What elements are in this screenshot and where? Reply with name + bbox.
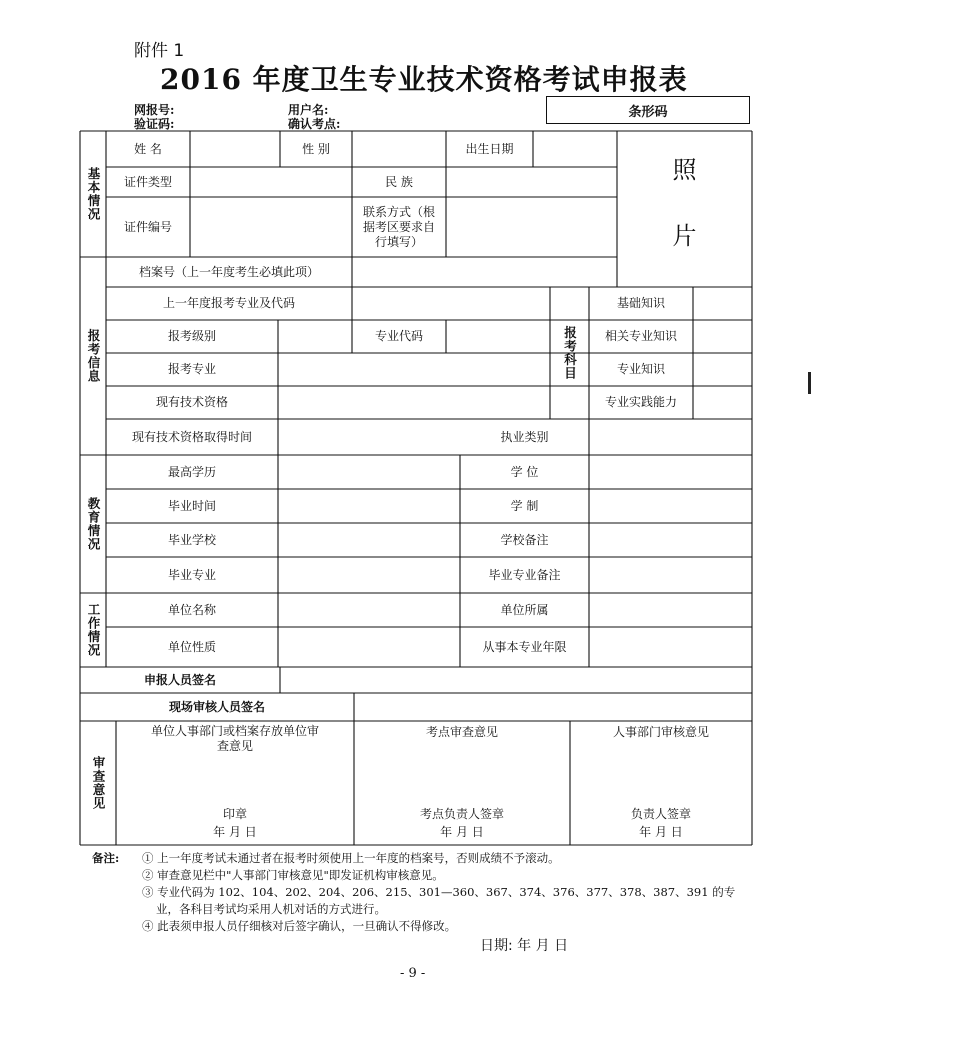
subject-basic: 基础知识 [616,296,665,310]
contact-label: 联系方式（根据考区要求自行填写） [362,204,435,249]
barcode-label: 条形码 [628,104,668,120]
id-number-label: 证件编号 [123,219,172,234]
section-basic: 基本情况 [86,167,101,221]
date-line: 日期: 年 月 日 [480,938,569,954]
major-code-label: 专业代码 [374,329,423,343]
note-item: ② 审查意见栏中"人事部门审核意见"即发证机构审核意见。 [142,868,444,882]
note-item: ④ 此表须申报人员仔细核对后签字确认，一旦确认不得修改。 [142,919,457,933]
photo-label-2: 片 [672,221,697,250]
notes-block [92,850,735,935]
section-subjects: 报考科目 [562,326,578,380]
review-hr-date: 年 月 日 [639,824,683,839]
wangbao-label: 网报号: [134,103,175,117]
note-item: ① 上一年度考试未通过者在报考时须使用上一年度的档案号，否则成绩不予滚动。 [142,851,560,865]
grad-major-label: 毕业专业 [167,567,216,582]
unit-location-label: 单位所属 [500,602,549,617]
grad-major-note-label: 毕业专业备注 [488,567,561,582]
major-label: 报考专业 [167,362,216,376]
unit-name-label: 单位名称 [167,602,216,617]
subject-professional: 专业知识 [616,362,665,376]
unit-nature-label: 单位性质 [167,639,216,654]
schooling-label: 学 制 [510,498,539,513]
review-site-sign: 考点负责人签章 [419,806,504,821]
section-exam: 报考信息 [86,329,101,383]
review-unit-title: 单位人事部门或档案存放单位审查意见 [150,724,319,753]
review-hr-sign: 负责人签章 [630,806,691,821]
name-field[interactable] [190,131,280,167]
grad-time-label: 毕业时间 [167,498,216,513]
current-qual-label: 现有技术资格 [155,395,228,409]
years-label: 从事本专业年限 [482,639,567,654]
note-item: ③ 专业代码为 102、104、202、204、206、215、301—360、367、374、376、377、378、387、391 的专 [142,885,736,899]
name-label: 姓 名 [134,141,162,156]
review-site-title: 考点审查意见 [425,724,498,739]
section-review: 审查意见 [91,756,106,810]
birth-field[interactable] [533,131,617,167]
review-site-date: 年 月 日 [440,824,484,839]
page-number: - 9 - [400,966,426,981]
level-label: 报考级别 [167,329,216,343]
note-item: 业，各科目考试均采用人机对话的方式进行。 [156,902,386,916]
ethnicity-label: 民 族 [385,174,413,189]
review-unit-sign: 印章 [222,806,247,821]
gender-field[interactable] [352,131,446,167]
practice-type-label: 执业类别 [500,429,549,444]
form-title: 2016 年度卫生专业技术资格考试申报表 [160,63,688,96]
scan-mark [808,372,811,394]
highest-edu-label: 最高学历 [167,464,216,479]
subject-practice: 专业实践能力 [604,395,677,409]
section-education: 教育情况 [86,497,101,551]
yanzheng-label: 验证码: [134,117,175,131]
birth-label: 出生日期 [465,141,514,156]
section-work: 工作情况 [86,603,101,657]
confirm-site-label: 确认考点: [288,117,341,131]
last-major-label: 上一年度报考专业及代码 [162,296,295,310]
archive-no-label: 档案号（上一年度考生必填此项） [138,264,319,279]
qual-time-label: 现有技术资格取得时间 [131,429,252,444]
notes-label: 备注: [92,851,120,865]
applicant-signature-label: 申报人员签名 [143,672,216,687]
review-unit-date: 年 月 日 [213,824,257,839]
subject-related: 相关专业知识 [604,329,677,343]
review-hr-title: 人事部门审核意见 [612,724,709,739]
username-label: 用户名: [288,103,329,117]
school-label: 毕业学校 [167,532,216,547]
school-note-label: 学校备注 [500,532,549,547]
degree-label: 学 位 [510,464,539,479]
attachment-label: 附件 1 [134,41,185,61]
gender-label: 性 别 [302,141,330,156]
photo-label-1: 照 [672,155,697,184]
id-type-label: 证件类型 [123,174,172,189]
onsite-signature-label: 现场审核人员签名 [168,699,265,714]
